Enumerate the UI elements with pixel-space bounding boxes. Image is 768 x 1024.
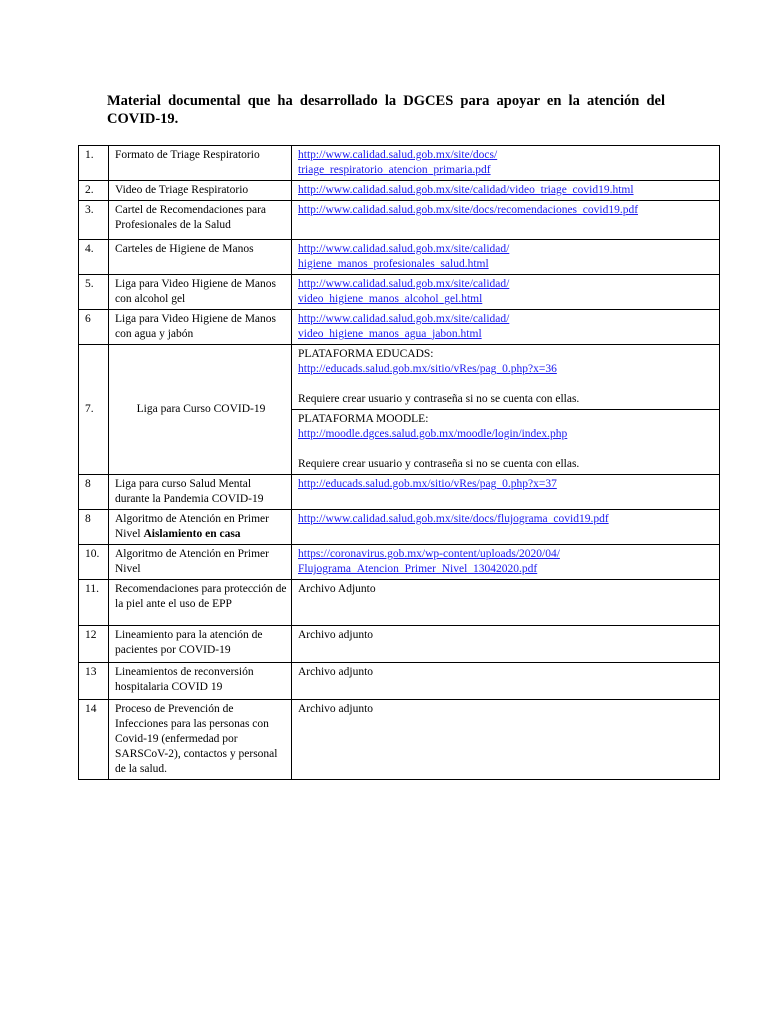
platform-title: PLATAFORMA EDUCADS: (298, 348, 434, 360)
row-number: 4. (79, 240, 109, 275)
resource-link[interactable]: video_higiene_manos_alcohol_gel.html (298, 293, 483, 305)
row-number: 8 (79, 510, 109, 545)
moodle-platform (292, 410, 720, 475)
row-number: 5. (79, 275, 109, 310)
educads-platform (292, 345, 720, 410)
resource-link[interactable]: http://www.calidad.salud.gob.mx/site/calidad/video_triage_covid19.html (298, 184, 634, 196)
row-number: 7. (79, 345, 109, 475)
row-resource (292, 475, 720, 510)
row-resource (292, 240, 720, 275)
row-number: 8 (79, 475, 109, 510)
resource-link[interactable]: http://www.calidad.salud.gob.mx/site/calidad/ (298, 243, 510, 255)
row-number: 11. (79, 580, 109, 626)
table-row (79, 146, 720, 181)
row-resource: Archivo adjunto (292, 700, 720, 780)
table-row (79, 181, 720, 201)
row-number: 1. (79, 146, 109, 181)
table-row (79, 310, 720, 345)
row-resource: Archivo adjunto (292, 626, 720, 663)
row-description (109, 510, 292, 545)
row-resource (292, 275, 720, 310)
row-description: Liga para Video Higiene de Manos con alcohol gel (109, 275, 292, 310)
table-row (79, 580, 720, 626)
platform-title: PLATAFORMA MOODLE: (298, 413, 429, 425)
materials-table (78, 145, 720, 780)
row-number: 10. (79, 545, 109, 580)
platform-note: Requiere crear usuario y contraseña si no se cuenta con ellas. (298, 458, 580, 470)
row-description: Formato de Triage Respiratorio (109, 146, 292, 181)
document-title: Material documental que ha desarrollado la DGCES para apoyar en la atención del COVID-19. (107, 93, 665, 127)
table-row (79, 345, 720, 410)
row-number: 2. (79, 181, 109, 201)
row-resource (292, 146, 720, 181)
table-row (79, 545, 720, 580)
row-resource (292, 545, 720, 580)
row-description: Cartel de Recomendaciones para Profesionales de la Salud (109, 201, 292, 240)
table-row (79, 201, 720, 240)
description-emphasis: Aislamiento en casa (143, 528, 241, 540)
table-row (79, 475, 720, 510)
row-description: Liga para Curso COVID-19 (109, 345, 292, 475)
row-description: Liga para Video Higiene de Manos con agua y jabón (109, 310, 292, 345)
resource-link[interactable]: http://www.calidad.salud.gob.mx/site/docs/flujograma_covid19.pdf (298, 513, 609, 525)
row-description: Recomendaciones para protección de la piel ante el uso de EPP (109, 580, 292, 626)
row-number: 14 (79, 700, 109, 780)
row-description: Video de Triage Respiratorio (109, 181, 292, 201)
resource-link[interactable]: http://www.calidad.salud.gob.mx/site/docs/recomendaciones_covid19.pdf (298, 204, 639, 216)
description-text: Algoritmo de Atención en Primer Nivel (115, 513, 269, 540)
resource-link[interactable]: http://moodle.dgces.salud.gob.mx/moodle/login/index.php (298, 428, 568, 440)
resource-link[interactable]: triage_respiratorio_atencion_primaria.pdf (298, 164, 491, 176)
platform-note: Requiere crear usuario y contraseña si no se cuenta con ellas. (298, 393, 580, 405)
row-description: Lineamientos de reconversión hospitalaria COVID 19 (109, 663, 292, 700)
resource-link[interactable]: video_higiene_manos_agua_jabon.html (298, 328, 482, 340)
row-resource (292, 310, 720, 345)
resource-link[interactable]: http://www.calidad.salud.gob.mx/site/docs/ (298, 149, 498, 161)
table-row (79, 700, 720, 780)
table-row (79, 663, 720, 700)
row-number: 13 (79, 663, 109, 700)
row-number: 3. (79, 201, 109, 240)
row-resource (292, 181, 720, 201)
row-number: 6 (79, 310, 109, 345)
resource-link[interactable]: http://educads.salud.gob.mx/sitio/vRes/pag_0.php?x=37 (298, 478, 557, 490)
row-number: 12 (79, 626, 109, 663)
row-resource (292, 201, 720, 240)
resource-link[interactable]: higiene_manos_profesionales_salud.html (298, 258, 489, 270)
row-description: Carteles de Higiene de Manos (109, 240, 292, 275)
table-row (79, 240, 720, 275)
resource-link[interactable]: http://www.calidad.salud.gob.mx/site/calidad/ (298, 313, 510, 325)
table-row (79, 275, 720, 310)
row-description: Lineamiento para la atención de pacientes por COVID-19 (109, 626, 292, 663)
row-resource: Archivo Adjunto (292, 580, 720, 626)
resource-link[interactable]: http://www.calidad.salud.gob.mx/site/calidad/ (298, 278, 510, 290)
row-description: Proceso de Prevención de Infecciones para las personas con Covid-19 (enfermedad por SARSCoV-2), contactos y personal de la salud. (109, 700, 292, 780)
resource-link[interactable]: https://coronavirus.gob.mx/wp-content/uploads/2020/04/ (298, 548, 560, 560)
row-resource: Archivo adjunto (292, 663, 720, 700)
row-resource (292, 510, 720, 545)
resource-link[interactable]: http://educads.salud.gob.mx/sitio/vRes/pag_0.php?x=36 (298, 363, 557, 375)
table-row (79, 510, 720, 545)
table-row (79, 626, 720, 663)
row-description: Liga para curso Salud Mental durante la Pandemia COVID-19 (109, 475, 292, 510)
resource-link[interactable]: Flujograma_Atencion_Primer_Nivel_13042020.pdf (298, 563, 538, 575)
row-description: Algoritmo de Atención en Primer Nivel (109, 545, 292, 580)
